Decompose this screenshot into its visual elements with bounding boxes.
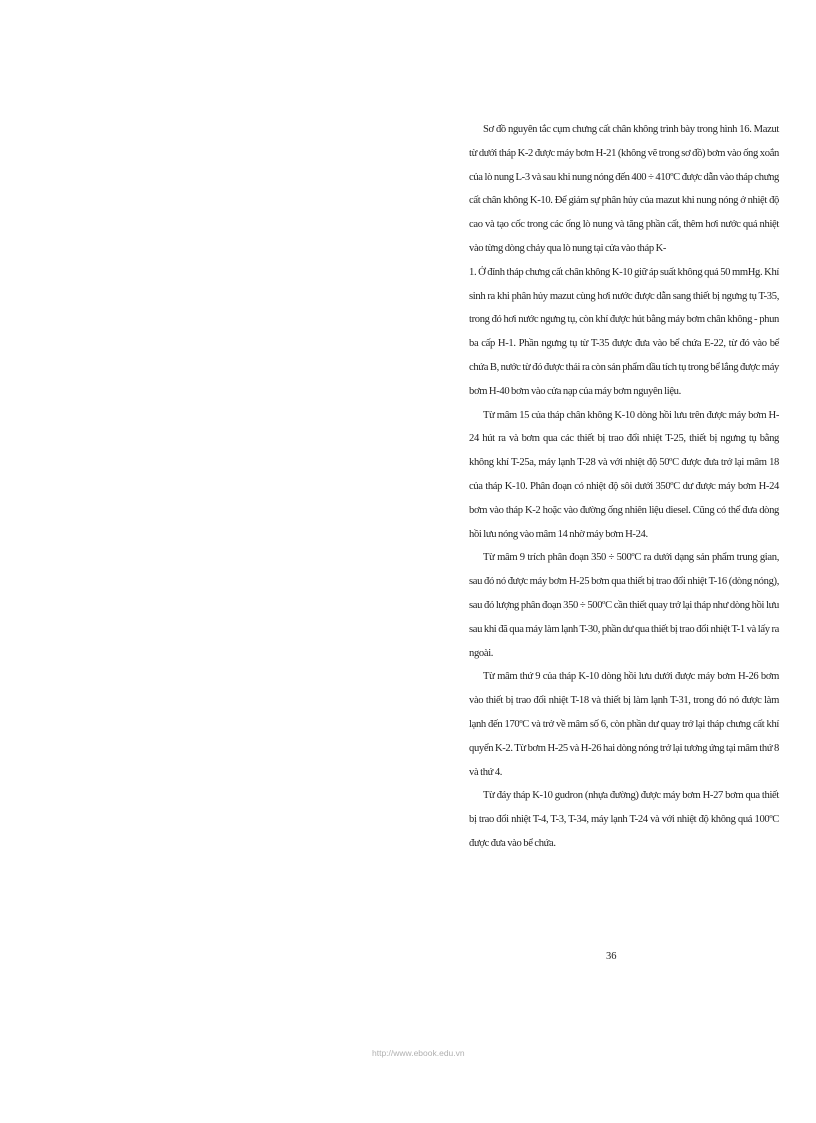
paragraph-5: Từ mâm thứ 9 của tháp K-10 dòng hồi lưu dưới được máy bơm H-26 bơm vào thiết bị trao đổi nhiệt T-18 và thiết bị làm lạnh T-31, trong đó nó được làm lạnh đến 170ºC và trở về mâm số 6, còn phần dư quay trở lại tháp chưng cất khí quyển K-2. Từ bơm H-25 và H-26 hai dòng nóng trở lại tương ứng tại mâm thứ 8 và thứ 4. — [469, 671, 779, 778]
page-number: 36 — [606, 951, 617, 962]
paragraph-4: Từ mâm 9 trích phân đoạn 350 ÷ 500ºC ra dưới dạng sản phẩm trung gian, sau đó nó được máy bơm H-25 bơm qua thiết bị trao đổi nhiệt T-16 (dòng nóng), sau đó lượng phân đoạn 350 ÷ 500ºC cần thiết quay trở lại tháp như dòng hồi lưu sau khi đã qua máy làm lạnh T-30, phần dư qua thiết bị trao đổi nhiệt T-1 và lấy ra ngoài. — [469, 552, 779, 659]
paragraph-3: Từ mâm 15 của tháp chân không K-10 dòng hồi lưu trên được máy bơm H-24 hút ra và bơm qua các thiết bị trao đổi nhiệt T-25, thiết bị ngưng tụ bằng không khí T-25a, máy lạnh T-28 và với nhiệt độ 50ºC được đưa trở lại mâm 18 của tháp K-10. Phân đoạn có nhiệt độ sôi dưới 350ºC dư được máy bơm H-24 bơm vào tháp K-2 hoặc vào đường ống nhiên liệu diesel. Cũng có thể đưa dòng hồi lưu nóng vào mâm 14 nhờ máy bơm H-24. — [469, 409, 779, 540]
paragraph-2: 1. Ở đỉnh tháp chưng cất chân không K-10 giữ áp suất không quá 50 mmHg. Khí sinh ra khi phân hủy mazut cùng hơi nước được dẫn sang thiết bị ngưng tụ T-35, trong đó hơi nước ngưng tụ, còn khí được hút bằng máy bơm chân không - phun ba cấp H-1. Phần ngưng tụ từ T-35 được đưa vào bể chứa E-22, từ đó vào bể chứa B, nước từ đó được thải ra còn sản phẩm dầu tích tụ trong bể lắng được máy bơm H-40 bơm vào cửa nạp của máy bơm nguyên liệu. — [469, 266, 779, 397]
footer-url: http://www.ebook.edu.vn — [372, 1048, 465, 1058]
paragraph-6: Từ đáy tháp K-10 gudron (nhựa đường) được máy bơm H-27 bơm qua thiết bị trao đổi nhiệt T-4, T-3, T-34, máy lạnh T-24 và với nhiệt độ không quá 100ºC được đưa vào bể chứa. — [469, 790, 779, 849]
paragraph-1: Sơ đồ nguyên tắc cụm chưng cất chân không trình bày trong hình 16. Mazut từ dưới tháp K-2 được máy bơm H-21 (không vẽ trong sơ đồ) bơm vào ống xoắn của lò nung L-3 và sau khi nung nóng đến 400 ÷ 410ºC được dẫn vào tháp chưng cất chân không K-10. Để giảm sự phân hủy của mazut khi nung nóng ở nhiệt độ cao và tạo cốc trong các ống lò nung và tăng phần cất, thêm hơi nước quá nhiệt vào từng dòng chảy qua lò nung tại cửa vào tháp K- — [469, 124, 779, 254]
body-text — [469, 118, 779, 856]
